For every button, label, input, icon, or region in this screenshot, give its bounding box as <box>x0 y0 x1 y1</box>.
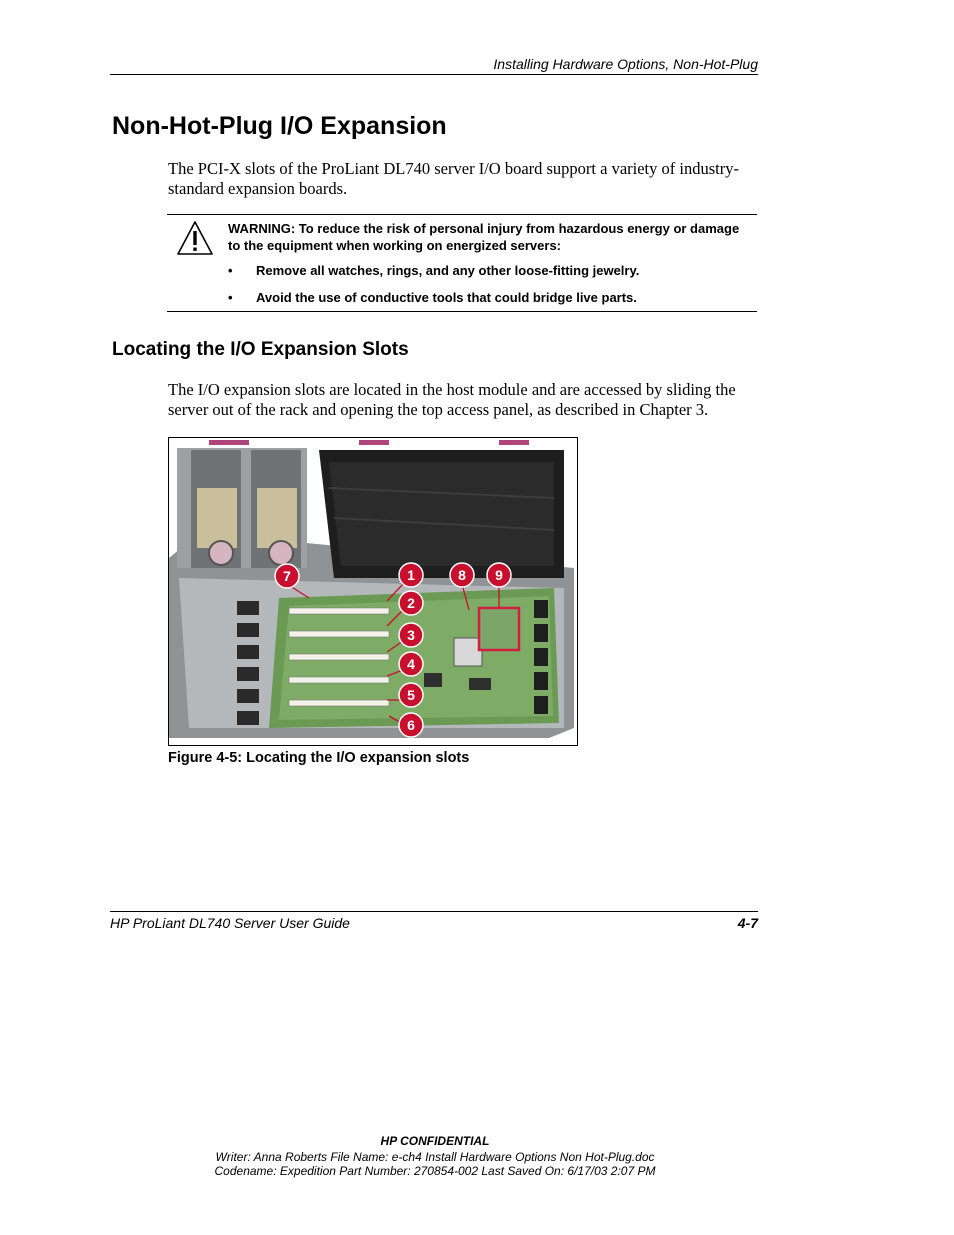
callout-8 <box>450 563 474 587</box>
page-title: Non-Hot-Plug I/O Expansion <box>112 112 447 140</box>
svg-text:5: 5 <box>407 687 415 703</box>
body-paragraph: The I/O expansion slots are located in the host module and are accessed by sliding the server out of the rack and opening the top access panel, as described in Chapter 3. <box>168 380 736 419</box>
callout-9 <box>487 563 511 587</box>
section-title: Locating the I/O Expansion Slots <box>112 339 409 360</box>
intro-paragraph: The PCI-X slots of the ProLiant DL740 server I/O board support a variety of industry-standard expansion boards. <box>168 159 739 198</box>
highlighted-module <box>479 608 519 650</box>
running-header: Installing Hardware Options, Non-Hot-Plug <box>493 56 758 72</box>
svg-text:1: 1 <box>407 567 415 583</box>
figure-caption: Figure 4-5: Locating the I/O expansion slots <box>168 750 470 766</box>
callout-5 <box>399 683 423 707</box>
svg-text:4: 4 <box>407 656 415 672</box>
callout-3 <box>399 623 423 647</box>
warning-triangle-icon <box>176 220 214 256</box>
slot-latches <box>534 600 548 714</box>
footer-guide-title: HP ProLiant DL740 Server User Guide <box>110 915 350 931</box>
svg-text:3: 3 <box>407 627 415 643</box>
svg-text:9: 9 <box>495 567 503 583</box>
warning-bullet-text: Avoid the use of conductive tools that could bridge live parts. <box>256 290 637 305</box>
confidential-title: HP CONFIDENTIAL <box>380 1134 490 1148</box>
callout-6 <box>399 713 423 737</box>
warning-box: WARNING: To reduce the risk of personal injury from hazardous energy or damage to the equipment when working on energized servers: • Remove all watches, rings, and any other loose-fitting jewelry. • Avoid the use of conductive tools that could bridge live parts. <box>167 214 757 312</box>
footer-rule <box>110 911 758 912</box>
callout-1 <box>399 563 423 587</box>
callout-7 <box>275 564 299 588</box>
svg-text:8: 8 <box>458 567 466 583</box>
svg-text:2: 2 <box>407 595 415 611</box>
footer-page-number: 4-7 <box>737 915 758 931</box>
callout-2 <box>399 591 423 615</box>
warning-bullet-text: Remove all watches, rings, and any other loose-fitting jewelry. <box>256 263 640 278</box>
svg-text:6: 6 <box>407 717 415 733</box>
warning-text: WARNING: To reduce the risk of personal injury from hazardous energy or damage to the equipment when working on energized servers: <box>228 221 740 253</box>
server-illustration <box>169 438 577 745</box>
io-expansion-figure <box>168 437 578 746</box>
svg-text:7: 7 <box>283 568 291 584</box>
confidential-codename-line: Codename: Expedition Part Number: 270854-002 Last Saved On: 6/17/03 2:07 PM <box>214 1164 656 1178</box>
confidential-writer-line: Writer: Anna Roberts File Name: e-ch4 Install Hardware Options Non Hot-Plug.doc <box>215 1150 655 1164</box>
callout-4 <box>399 652 423 676</box>
header-rule <box>110 74 758 75</box>
